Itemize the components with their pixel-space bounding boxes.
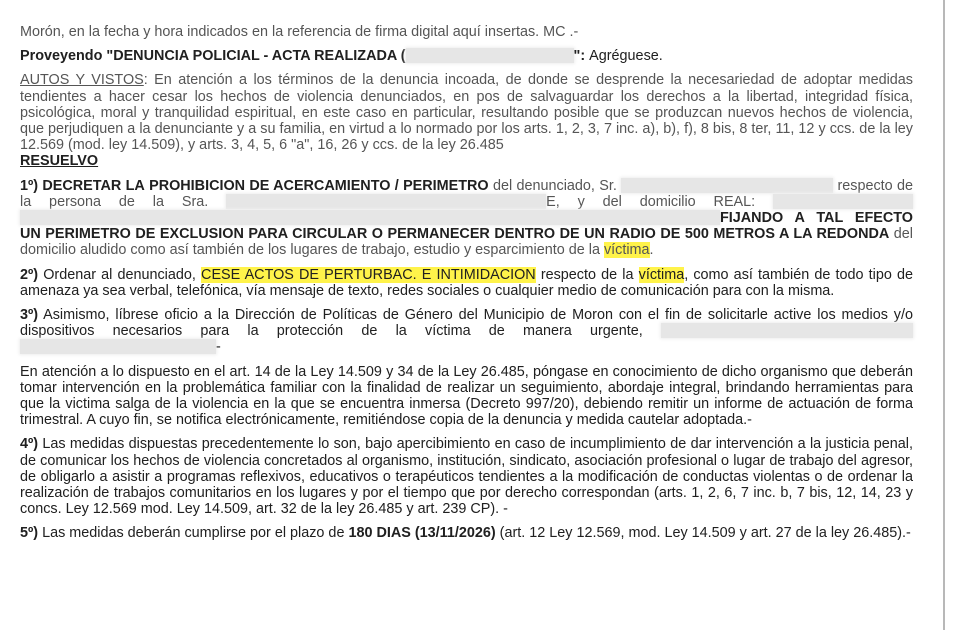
item-1-prohibicion: PROHIBICION DE ACERCAMIENTO / PERIMETRO [149,177,489,194]
redacted-email-2 [20,339,216,354]
item-2-cese-highlight: CESE ACTOS DE PERTURBAC. E INTIMIDACION [201,266,536,283]
item-1-text-1: del denunciado, Sr. [492,177,617,194]
redacted-address-part-2 [20,210,720,225]
item-5-plazo: 180 DIAS (13/11/2026) [348,525,496,542]
item-3-end: - [216,339,221,356]
proveyendo-close: ": [573,48,590,65]
redacted-acta-number [406,48,574,63]
item-1-text-3: E, y del domicilio REAL: [546,193,756,210]
autos-heading: AUTOS Y VISTOS [20,72,144,89]
resuelvo-heading: RESUELVO [20,153,99,170]
intro-paragraph [20,24,913,40]
item-5-text-2: (art. 12 Ley 12.569, mod. Ley 14.509 y art. 27 de la ley 26.485).- [499,525,911,542]
item-1-text-4: del domicilio aludido como así también de los lugares de trabajo, estudio y esparcimiento de la [20,226,914,259]
item-1-decretar: DECRETAR LA [42,177,145,194]
item-3-number: 3º) [20,307,39,324]
item-2-paragraph [20,267,913,299]
item-4-number: 4º) [20,436,39,453]
proveyendo-tail: Agréguese. [589,48,663,65]
item-1-victima-highlight: víctima [603,242,650,259]
intro-text: Morón, en la fecha y hora indicados en la referencia de firma digital aquí insertas. MC .- [20,24,579,40]
item-1-end: . [649,242,654,259]
item-4-text: Las medidas dispuestas precedentemente lo son, bajo apercibimiento en caso de incumplimiento de dar intervención a la justicia penal, de comunicar los hechos de violencia concretados al organismo, institución, sindicato, asociación profesional o lugar de trabajo del agresor, de obligarlo a asistir a programas reflexivos, educativos o terapéuticos tendientes a la modificación de conductas violentas o de ordenar la realización de trabajos comunitarios en los lugares y por el tiempo que por derecho correspondan (arts. 1, 2, 6, 7 inc. b, 7 bis, 12, 14, 23 y concs. Ley 12.569 mod. Ley 14.509, art. 32 de la ley 26.485 y art. 239 CP). - [20,436,913,518]
atencion-paragraph [20,364,913,429]
item-1-text-2: respecto de la persona de la Sra. [20,177,914,210]
item-5-paragraph [20,525,913,541]
item-1-fijando: FIJANDO A TAL EFECTO UN PERIMETRO DE EXCLUSION PARA CIRCULAR O PERMANECER DENTRO DE UN RADIO DE 500 METROS A LA REDONDA [20,210,913,243]
item-2-number: 2º) [20,266,39,283]
redacted-address-part-1 [773,194,913,209]
item-3-text: Asimismo, líbrese oficio a la Dirección de Políticas de Género del Municipio de Moron con el fin de solicitarle active los medios y/o dispositivos necesarios para la protección de la víctima de manera urgente, [20,307,913,340]
proveyendo-paragraph [20,48,913,64]
item-4-paragraph [20,436,913,517]
item-2-text-2: respecto de la [540,266,634,283]
proveyendo-label: Proveyendo "DENUNCIA POLICIAL - ACTA REALIZADA ( [20,48,406,65]
item-3-paragraph [20,307,913,356]
item-2-victima-highlight: víctima [638,266,685,283]
item-5-text-1: Las medidas deberán cumplirse por el plazo de [42,525,345,542]
atencion-text: En atención a lo dispuesto en el art. 14 de la Ley 14.509 y 34 de la Ley 26.485, póngase en conocimiento de dicho organismo que deberán tomar intervención en la problemática familiar con la finalidad de realizar un seguimiento, abordaje integral, brindando herramientas para que la victima salga de la violencia en la que se encuentra inmersa (Decreto 997/20), debiendo remitir un informe de actuación de forma trimestral. A cuyo fin, se notifica electrónicamente, remitiéndose copia de la denuncia y medida cautelar adoptada.- [20,363,913,429]
redacted-victim-name [226,194,546,209]
autos-paragraph [20,72,913,169]
item-2-text-3: , como así también de todo tipo de amenaza ya sea verbal, telefónica, vía mensaje de texto, redes sociales o cualquier medio de comunicación para con la misma. [20,266,914,299]
item-2-text-1: Ordenar al denunciado, [43,266,196,283]
redacted-denunciado-name [621,178,833,193]
autos-text: : En atención a los términos de la denuncia incoada, de donde se desprende la necesariedad de adoptar medidas tendientes a hacer cesar los hechos de violencia denunciados, en pos de salvaguardar los derechos a la libertad, integridad física, psicológica, moral y tranquilidad espiritual, en este caso en particular, resultando posible que se produzcan nuevos hechos de violencia, que perjudiquen a la denunciante y a su familia, en virtud a lo normado por los arts. 1, 2, 3, 7 inc. a), b), f), 8 bis, 8 ter, 11, 12 y ccs. de la ley 12.569 (mod. ley 14.509), y arts. 3, 4, 5, 6 "a", 16, 26 y ccs. de la ley 26.485 [20,72,914,154]
redacted-email-1 [661,323,913,338]
item-1-number: 1º) [20,177,39,194]
page-right-border [943,0,945,630]
item-5-number: 5º) [20,525,39,542]
resolution-document [20,24,913,550]
item-1-paragraph [20,178,913,259]
